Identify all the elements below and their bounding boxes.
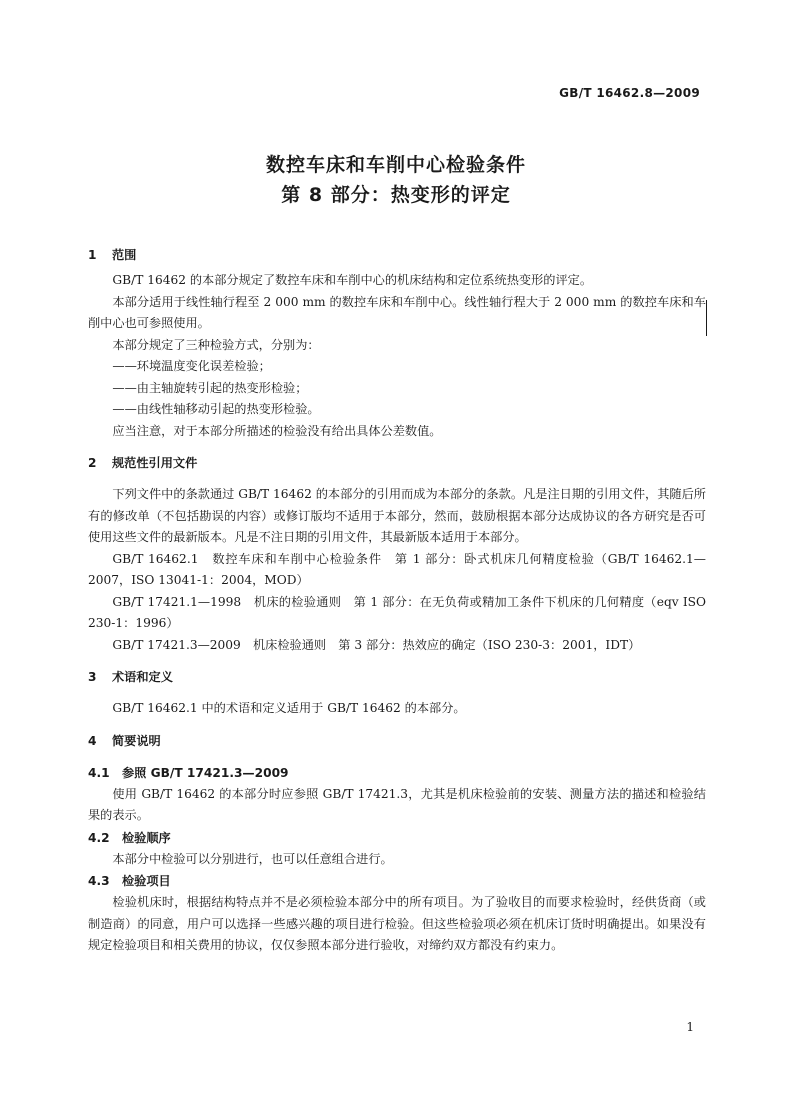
subsection-heading bbox=[88, 870, 706, 892]
change-bar bbox=[706, 300, 707, 336]
paragraph: 下列文件中的条款通过 GB/T 16462 的本部分的引用而成为本部分的条款。凡是注日期的引用文件，其随后所有的修改单（不包括勘误的内容）或修订版均不适用于本部分，然而，鼓励根据本部分达成协议的各方研究是否可使用这些文件的最新版本。凡是不注日期的引用文件，其最新版本适用于本部分。 bbox=[88, 487, 706, 544]
section-number: 3 bbox=[88, 670, 97, 684]
subsection-heading bbox=[88, 762, 706, 784]
section-number: 2 bbox=[88, 456, 97, 470]
list-item: ——环境温度变化误差检验； bbox=[112, 359, 271, 373]
standard-number: GB/T 16462.8—2009 bbox=[559, 86, 700, 100]
subsection-number: 4.2 bbox=[88, 830, 110, 845]
section-heading bbox=[88, 452, 706, 474]
section-title: 术语和定义 bbox=[112, 670, 173, 684]
paragraph: 应当注意，对于本部分所描述的检验没有给出具体公差数值。 bbox=[112, 423, 442, 438]
reference-item: GB/T 16462.1 数控车床和车削中心检验条件 第 1 部分：卧式机床几何精度检验（GB/T 16462.1—2007，ISO 13041-1：2004，MOD） bbox=[88, 551, 706, 587]
paragraph: 本部分适用于线性轴行程至 2 000 mm 的数控车床和车削中心。线性轴行程大于 2 000 mm 的数控车床和车削中心也可参照使用。 bbox=[88, 294, 706, 330]
subsection-title: 检验顺序 bbox=[122, 830, 171, 845]
section-number: 4 bbox=[88, 733, 97, 748]
section-title: 简要说明 bbox=[112, 733, 161, 748]
paragraph: 使用 GB/T 16462 的本部分时应参照 GB/T 17421.3，尤其是机床检验前的安装、测量方法的描述和检验结果的表示。 bbox=[88, 786, 706, 822]
list-item: ——由主轴旋转引起的热变形检验； bbox=[112, 380, 308, 395]
reference-item: GB/T 17421.1—1998 机床的检验通则 第 1 部分：在无负荷或精加工条件下机床的几何精度（eqv ISO 230-1：1996） bbox=[88, 594, 706, 630]
document-subtitle: 第 8 部分：热变形的评定 bbox=[281, 184, 511, 206]
reference-item: GB/T 17421.3—2009 机床检验通则 第 3 部分：热效应的确定（ISO 230-3：2001，IDT） bbox=[112, 637, 641, 652]
section-number: 1 bbox=[88, 248, 97, 262]
subsection-number: 4.3 bbox=[88, 874, 110, 888]
section-heading bbox=[88, 730, 706, 752]
section-title: 规范性引用文件 bbox=[112, 456, 198, 470]
list-item: ——由线性轴移动引起的热变形检验。 bbox=[112, 402, 320, 416]
paragraph: 检验机床时，根据结构特点并不是必须检验本部分中的所有项目。为了验收目的而要求检验时，经供货商（或制造商）的同意，用户可以选择一些感兴趣的项目进行检验。但这些检验项必须在机床订货时明确提出。如果没有规定检验项目和相关费用的协议，仅仅参照本部分进行验收，对缔约双方都没有约束力。 bbox=[88, 895, 706, 952]
document-title: 数控车床和车削中心检验条件 bbox=[265, 154, 526, 176]
section-title: 范围 bbox=[112, 248, 137, 262]
paragraph: 本部分中检验可以分别进行，也可以任意组合进行。 bbox=[112, 851, 393, 866]
section-heading bbox=[88, 244, 706, 266]
subsection-title: 参照 GB/T 17421.3—2009 bbox=[122, 765, 289, 780]
paragraph: 本部分规定了三种检验方式，分别为： bbox=[112, 337, 320, 352]
subsection-number: 4.1 bbox=[88, 765, 110, 780]
subsection-title: 检验项目 bbox=[122, 874, 171, 888]
page-number: 1 bbox=[686, 1020, 694, 1034]
document-body bbox=[88, 244, 706, 957]
paragraph: GB/T 16462.1 中的术语和定义适用于 GB/T 16462 的本部分。 bbox=[112, 701, 466, 715]
section-heading bbox=[88, 666, 706, 688]
subsection-heading bbox=[88, 827, 706, 849]
paragraph: GB/T 16462 的本部分规定了数控车床和车削中心的机床结构和定位系统热变形的评定。 bbox=[112, 273, 593, 287]
